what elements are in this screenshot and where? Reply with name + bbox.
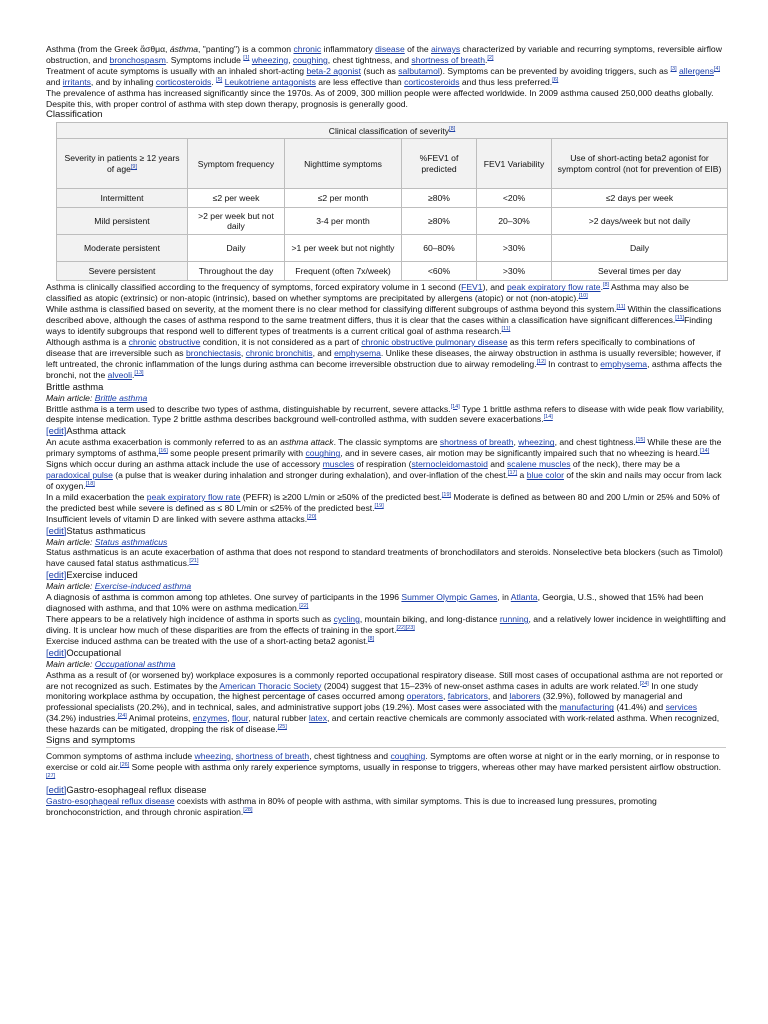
- asthma-attack-heading: [edit]Asthma attack: [46, 425, 126, 437]
- link-running[interactable]: running: [499, 614, 529, 624]
- link-muscles[interactable]: muscles: [322, 459, 355, 470]
- citation-link[interactable]: [24]: [117, 713, 127, 720]
- link-chronic[interactable]: chronic: [128, 336, 157, 347]
- table-cell: Throughout the day: [188, 262, 285, 281]
- link-atlanta[interactable]: Atlanta: [510, 592, 538, 603]
- link-corticosteroids[interactable]: corticosteroids: [155, 76, 212, 87]
- citation-link[interactable]: [11]: [501, 326, 511, 333]
- link-corticosteroids-2[interactable]: corticosteroids: [404, 76, 460, 87]
- occupational-heading: [edit]Occupational: [46, 646, 122, 658]
- link-chronic-bronchitis[interactable]: chronic bronchitis: [245, 347, 313, 358]
- citation-link[interactable]: [14]: [700, 448, 710, 455]
- table-cell: <60%: [402, 262, 477, 281]
- edit-link[interactable]: [edit]: [46, 783, 67, 795]
- attack-paragraph-2: Signs which occur during an asthma attack include the use of accessory muscles of respiration (sternocleidomastoid and scalene muscles of the neck), there may be a paradoxical pulse (a pulse that is weaker during inhalation and stronger during exhalation), and over-inflation of the chest.[17] a blue color of the skin and nails may occur from lack of oxygen.[18]: [46, 459, 722, 491]
- citation-link[interactable]: [27]: [46, 773, 56, 780]
- link-beta2-agonist[interactable]: beta-2 agonist: [306, 65, 361, 76]
- citation-link[interactable]: [1]: [243, 55, 250, 62]
- link-shortness-of-breath[interactable]: shortness of breath: [439, 437, 514, 448]
- table-row: [57, 262, 728, 281]
- attack-paragraph-1: An acute asthma exacerbation is commonly referred to as an asthma attack. The classic symptoms are shortness of breath, wheezing, and chest tightness.[15] While these are the primary symptoms of asthma,[16] some people present primarily with coughing, and in severe cases, air motion may be significantly impaired such that no wheezing is heard.[14]: [46, 437, 722, 459]
- link-blue-color[interactable]: blue color: [526, 470, 564, 481]
- table-cell: 3-4 per month: [285, 208, 402, 235]
- link-wheezing[interactable]: wheezing: [194, 751, 231, 762]
- link-main-article-status[interactable]: Status asthmaticus: [94, 536, 168, 547]
- link-fev1[interactable]: FEV1: [461, 282, 483, 293]
- citation-link[interactable]: [18]: [85, 481, 95, 488]
- table-cell: Frequent (often 7x/week): [285, 262, 402, 281]
- citation-link[interactable]: [19]: [441, 491, 452, 498]
- link-services[interactable]: services: [665, 702, 698, 713]
- table-cell: ≤2 per week: [188, 189, 285, 208]
- link-copd[interactable]: chronic obstructive pulmonary disease: [361, 336, 508, 347]
- signs-symptoms-heading: Signs and symptoms: [46, 735, 726, 748]
- column-header: Nighttime symptoms: [285, 139, 402, 189]
- table-cell: Severe persistent: [57, 262, 188, 281]
- occupational-paragraph: Asthma as a result of (or worsened by) workplace exposures is a commonly reported occupational respiratory disease. Still most cases of occupational asthma are not reported or are not recognized as such. Estimates by the American Thoracic Society (2004) suggest that 15–23% of new-onset asthma cases in adults are work related.[24] In one study monitoring workplace asthma by occupation, the highest percentage of cases occurred among operators, fabricators, and laborers (32.9%), followed by managerial and professional specialists (20.2%), and in technical, sales, and administrative support jobs (19.2%). Most cases were associated with the manufacturing (41.4%) and services (34.2%) industries.[24] Animal proteins, enzymes, flour, natural rubber latex, and certain reactive chemicals are commonly associated with work-related asthma. When recognized, these hazards can be mitigated, dropping the risk of disease.[25]: [46, 669, 723, 735]
- citation-link[interactable]: [3]: [670, 65, 677, 72]
- gerd-paragraph: Gastro-esophageal reflux disease coexists with asthma in 80% of people with asthma, with similar symptoms. This is due to increased lung pressures, promoting bronchoconstriction, and through chronic aspiration.[28]: [46, 795, 657, 817]
- link-shortness-of-breath[interactable]: shortness of breath: [411, 54, 485, 65]
- link-paradoxical-pulse[interactable]: paradoxical pulse: [46, 470, 113, 481]
- main-article-note: Main article: Occupational asthma: [46, 658, 176, 669]
- table-cell: >30%: [477, 235, 552, 262]
- link-coughing[interactable]: coughing: [292, 54, 328, 65]
- edit-link[interactable]: [edit]: [46, 646, 67, 658]
- link-scalene-muscles[interactable]: scalene muscles: [507, 459, 571, 470]
- attack-paragraph-3: In a mild exacerbation the peak expiratory flow rate (PEFR) is ≥200 L/min or ≥50% of the predicted best.[19] Moderate is defined as between 80 and 200 L/min or 25% and 50% of the predicted best while severe is defined as ≤ 80 L/min or ≤25% of the predicted best.[19]: [46, 491, 720, 513]
- main-article-note: Main article: Exercise-induced asthma: [46, 581, 192, 592]
- link-american-thoracic-society[interactable]: American Thoracic Society: [219, 680, 322, 691]
- link-cycling[interactable]: cycling: [333, 614, 360, 624]
- link-main-article-exercise[interactable]: Exercise-induced asthma: [94, 581, 192, 592]
- table-cell: >1 per week but not nightly: [285, 235, 402, 262]
- link-enzymes[interactable]: enzymes: [192, 713, 228, 724]
- citation-link[interactable]: [20]: [307, 513, 317, 520]
- link-coughing[interactable]: coughing: [305, 448, 341, 459]
- edit-link[interactable]: [edit]: [46, 569, 67, 581]
- citation-link[interactable]: [26]: [120, 762, 130, 769]
- link-bronchiectasis[interactable]: bronchiectasis: [185, 347, 241, 358]
- column-header: %FEV1 of predicted: [402, 139, 477, 189]
- main-article-note: Main article: Status asthmaticus: [46, 536, 168, 547]
- edit-link[interactable]: [edit]: [46, 425, 67, 437]
- gerd-heading: [edit]Gastro-esophageal reflux disease: [46, 783, 207, 795]
- column-header: Symptom frequency: [188, 139, 285, 189]
- citation-link[interactable]: [14]: [450, 403, 460, 410]
- classification-paragraph-3: Although asthma is a chronic obstructive condition, it is not considered as a part of chronic obstructive pulmonary disease as this term refers specifically to combinations of disease that are irreversible such as bronchiectasis, chronic bronchitis, and emphysema. Unlike these diseases, the airway obstruction in asthma is usually reversible; however, if left untreated, the chronic inflammation of the lungs during asthma can become irreversible obstruction due to airway remodeling.[12] In contrast to emphysema, asthma affects the bronchi, not the alveoli.[13]: [46, 336, 722, 380]
- link-allergens[interactable]: allergens: [679, 65, 714, 76]
- brittle-asthma-heading: Brittle asthma: [46, 380, 104, 392]
- link-peak-expiratory-flow[interactable]: peak expiratory flow rate: [506, 282, 601, 293]
- column-header: Severity in patients ≥ 12 years of age[9]: [57, 139, 188, 189]
- citation-link[interactable]: [17]: [507, 470, 518, 477]
- citation-link[interactable]: [16]: [158, 448, 168, 455]
- table-cell: Daily: [552, 235, 728, 262]
- citation-link[interactable]: [8]: [602, 282, 610, 289]
- table-cell: Daily: [188, 235, 285, 262]
- link-summer-olympics[interactable]: Summer Olympic Games: [401, 592, 498, 603]
- link-emphysema-2[interactable]: emphysema: [600, 358, 648, 369]
- intro-paragraph-2: Treatment of acute symptoms is usually with an inhaled short-acting beta-2 agonist (such as salbutamol). Symptoms can be prevented by avoiding triggers, such as [3] allergens[4] and irritants, and by inhaling corticosteroids. [5] Leukotriene antagonists are less effective than corticosteroids and thus less preferred.[6]: [46, 65, 721, 87]
- table-cell: ≤2 per month: [285, 189, 402, 208]
- citation-link[interactable]: [4]: [713, 65, 721, 72]
- table-caption: Clinical classification of severity[8]: [57, 123, 728, 139]
- article-body: [46, 44, 726, 818]
- link-chronic[interactable]: chronic: [293, 44, 322, 54]
- table-row: [57, 189, 728, 208]
- citation-link[interactable]: [5]: [216, 76, 223, 83]
- link-obstructive[interactable]: obstructive: [158, 336, 201, 347]
- citation-link[interactable]: [12]: [536, 358, 546, 365]
- link-fabricators[interactable]: fabricators: [447, 691, 488, 702]
- link-laborers[interactable]: laborers: [509, 691, 541, 702]
- link-airways[interactable]: airways: [431, 44, 461, 54]
- table-cell: Mild persistent: [57, 208, 188, 235]
- link-main-article-brittle[interactable]: Brittle asthma: [94, 392, 148, 403]
- brittle-paragraph: Brittle asthma is a term used to describe two types of asthma, distinguishable by recurrent, severe attacks.[14] Type 1 brittle asthma refers to disease with wide peak flow variability, despite intense medication. Type 2 brittle asthma describes background well-controlled asthma, with sudden severe exacerbations.[14]: [46, 403, 725, 425]
- link-gerd[interactable]: Gastro-esophageal reflux disease: [46, 795, 175, 806]
- citation-link[interactable]: [22]: [299, 603, 309, 610]
- citation-link[interactable]: [2]: [487, 55, 494, 62]
- exercise-paragraph-3: Exercise induced asthma can be treated with the use of a short-acting beta2 agonist.[8]: [46, 635, 375, 646]
- link-disease[interactable]: disease: [375, 44, 405, 54]
- link-alveoli[interactable]: alveoli: [107, 369, 133, 380]
- link-wheezing[interactable]: wheezing: [518, 437, 555, 448]
- link-leukotriene-antagonists[interactable]: Leukotriene antagonists: [224, 76, 316, 87]
- citation-link[interactable]: [21]: [189, 558, 199, 565]
- citation-link[interactable]: [15]: [635, 437, 645, 444]
- citation-link[interactable]: [10]: [578, 293, 588, 300]
- edit-link[interactable]: [edit]: [46, 524, 67, 536]
- link-salbutamol[interactable]: salbutamol: [398, 65, 440, 76]
- column-header: FEV1 Variability: [477, 139, 552, 189]
- link-operators[interactable]: operators: [406, 691, 443, 702]
- link-shortness-of-breath[interactable]: shortness of breath: [235, 751, 310, 762]
- citation-link[interactable]: [14]: [543, 414, 553, 421]
- table-cell: ≤2 days per week: [552, 189, 728, 208]
- intro-paragraph-3: The prevalence of asthma has increased significantly since the 1970s. As of 2009, 300 million people were affected worldwide. In 2009 asthma caused 250,000 deaths globally. Despite this, with proper control of asthma with step down therapy, prognosis is generally good.: [46, 87, 714, 109]
- link-sternocleidomastoid[interactable]: sternocleidomastoid: [411, 459, 488, 470]
- table-cell: Intermittent: [57, 189, 188, 208]
- citation-link[interactable]: [11]: [675, 315, 685, 322]
- classification-heading: Classification: [46, 109, 103, 121]
- intro-paragraph-1: Asthma (from the Greek ἅσθμα, ásthma, "panting") is a common chronic inflammatory disease of the airways characterized by variable and recurring symptoms, reversible airflow obstruction, and bronchospasm. Symptoms include [1] wheezing, coughing, chest tightness, and shortness of breath.[2]: [46, 44, 722, 65]
- link-manufacturing[interactable]: manufacturing: [559, 702, 614, 713]
- table-cell: Moderate persistent: [57, 235, 188, 262]
- table-cell: 20–30%: [477, 208, 552, 235]
- link-irritants[interactable]: irritants: [62, 76, 91, 87]
- citation-link[interactable]: [8]: [449, 125, 456, 132]
- citation-link[interactable]: [13]: [134, 369, 144, 376]
- citation-link[interactable]: [6]: [552, 76, 559, 83]
- citation-link[interactable]: [11]: [616, 304, 626, 311]
- table-cell: >2 days/week but not daily: [552, 208, 728, 235]
- classification-paragraph-1: Asthma is clinically classified according to the frequency of symptoms, forced expiratory volume in 1 second (FEV1), and peak expiratory flow rate.[8] Asthma may also be classified as atopic (extrinsic) or non-atopic (intrinsic), based on whether symptoms are precipitated by allergens (atopic) or not (non-atopic).[10]: [46, 282, 689, 304]
- exercise-paragraph-1: A diagnosis of asthma is common among top athletes. One survey of participants in the 1996 Summer Olympic Games, in Atlanta, Georgia, U.S., showed that 15% had been diagnosed with asthma, and that 10% were on asthma medication.[22]: [46, 592, 704, 614]
- table-cell: Several times per day: [552, 262, 728, 281]
- column-header: Use of short-acting beta2 agonist for symptom control (not for prevention of EIB): [552, 139, 728, 189]
- link-flour[interactable]: flour: [231, 713, 249, 724]
- link-coughing[interactable]: coughing: [390, 751, 426, 762]
- citation-link[interactable]: [19]: [374, 502, 384, 509]
- signs-paragraph: Common symptoms of asthma include wheezing, shortness of breath, chest tightness and coughing. Symptoms are often worse at night or in the early morning, or in response to exercise or cold air.[26] Some people with asthma only rarely experience symptoms, usually in response to triggers, whereas other may have marked persistent airflow obstruction.[27]: [46, 751, 722, 780]
- citation-link[interactable]: [8]: [367, 635, 375, 642]
- table-cell: ≥80%: [402, 189, 477, 208]
- link-bronchospasm[interactable]: bronchospasm: [109, 54, 166, 65]
- link-wheezing[interactable]: wheezing: [251, 54, 289, 65]
- link-peak-expiratory-flow[interactable]: peak expiratory flow rate: [146, 491, 241, 502]
- table-row: [57, 235, 728, 262]
- citation-link[interactable]: [9]: [130, 164, 138, 171]
- table-cell: >2 per week but not daily: [188, 208, 285, 235]
- table-cell: >30%: [477, 262, 552, 281]
- link-emphysema[interactable]: emphysema: [334, 347, 381, 358]
- link-latex[interactable]: latex: [308, 713, 328, 724]
- table-row: [57, 208, 728, 235]
- citation-link[interactable]: [25]: [277, 724, 287, 731]
- exercise-paragraph-2: There appears to be a relatively high incidence of asthma in sports such as cycling, mountain biking, and long-distance running, and a relatively lower incidence in weightlifting and diving. It is unclear how much of these disparities are from the effects of training in the sport.[22][23]: [46, 614, 726, 635]
- exercise-induced-heading: [edit]Exercise induced: [46, 569, 138, 581]
- citation-link[interactable]: [24]: [639, 680, 649, 687]
- attack-paragraph-4: Insufficient levels of vitamin D are linked with severe asthma attacks.[20]: [46, 513, 317, 524]
- citation-link[interactable]: [28]: [243, 806, 253, 813]
- classification-paragraph-2: While asthma is classified based on severity, at the moment there is no clear method for classifying different subgroups of asthma beyond this system.[11] Within the classifications described above, although the cases of asthma respond to the same treatment differs, thus it is clear that the cases within a classification have significant differences.[11]Finding ways to identify subgroups that respond well to different types of treatments is a current critical goal of asthma research.[11]: [46, 304, 722, 337]
- main-article-note: Main article: Brittle asthma: [46, 392, 148, 403]
- status-paragraph: Status asthmaticus is an acute exacerbation of asthma that does not respond to standard treatments of bronchodilators and steroids. Nonselective beta blockers (such as Timolol) have caused fatal status asthmaticus.[21]: [46, 547, 723, 569]
- severity-table: [56, 122, 728, 281]
- status-asthmaticus-heading: [edit]Status asthmaticus: [46, 524, 146, 536]
- citation-link[interactable]: [22][23]: [396, 625, 415, 632]
- table-cell: ≥80%: [402, 208, 477, 235]
- link-main-article-occupational[interactable]: Occupational asthma: [94, 658, 176, 669]
- table-cell: 60–80%: [402, 235, 477, 262]
- table-cell: <20%: [477, 189, 552, 208]
